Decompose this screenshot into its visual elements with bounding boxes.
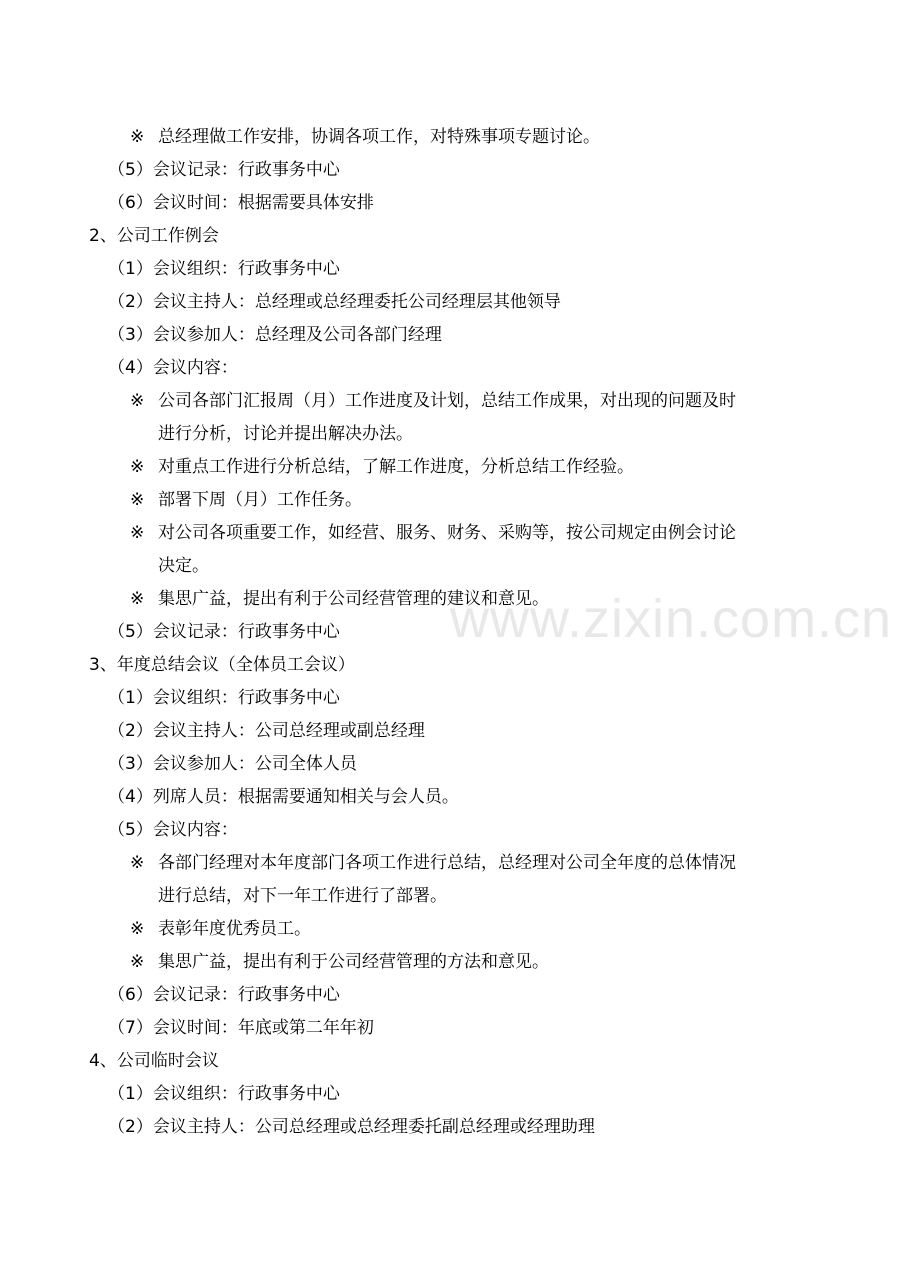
numbered-item [0, 682, 920, 715]
numbered-item [0, 748, 920, 781]
numbered-item [0, 814, 920, 847]
bullet-continuation [0, 880, 920, 913]
numbered-item [0, 1078, 920, 1111]
line-text: （2）会议主持人：公司总经理或总经理委托副总经理或经理助理 [108, 1117, 595, 1137]
line-text: （4）列席人员：根据需要通知相关与会人员。 [108, 787, 459, 807]
bullet-item [0, 484, 920, 517]
line-text: 进行分析，讨论并提出解决办法。 [158, 424, 413, 444]
numbered-item [0, 253, 920, 286]
line-text: 2、公司工作例会 [89, 226, 219, 246]
line-text: 进行总结，对下一年工作进行了部署。 [158, 886, 447, 906]
reference-mark-icon: ※ [130, 919, 145, 939]
bullet-item [0, 583, 920, 616]
numbered-item [0, 187, 920, 220]
line-text: （6）会议记录：行政事务中心 [108, 985, 340, 1005]
numbered-item [0, 154, 920, 187]
line-text: （1）会议组织：行政事务中心 [108, 259, 340, 279]
numbered-item [0, 715, 920, 748]
numbered-item [0, 1111, 920, 1144]
bullet-item [0, 121, 920, 154]
reference-mark-icon: ※ [130, 127, 145, 147]
line-text: 3、年度总结会议（全体员工会议） [89, 655, 355, 675]
line-text: 表彰年度优秀员工。 [158, 919, 311, 939]
line-text: 集思广益，提出有利于公司经营管理的建议和意见。 [158, 589, 549, 609]
line-text: 4、公司临时会议 [89, 1051, 219, 1071]
numbered-item [0, 781, 920, 814]
bullet-item [0, 946, 920, 979]
line-text: 集思广益，提出有利于公司经营管理的方法和意见。 [158, 952, 549, 972]
line-text: （6）会议时间：根据需要具体安排 [108, 193, 374, 213]
line-text: 各部门经理对本年度部门各项工作进行总结，总经理对公司全年度的总体情况 [158, 853, 736, 873]
numbered-item [0, 979, 920, 1012]
bullet-continuation [0, 418, 920, 451]
reference-mark-icon: ※ [130, 490, 145, 510]
reference-mark-icon: ※ [130, 952, 145, 972]
numbered-item [0, 352, 920, 385]
line-text: （1）会议组织：行政事务中心 [108, 688, 340, 708]
bullet-item [0, 385, 920, 418]
document-body [0, 121, 920, 1144]
bullet-item [0, 451, 920, 484]
reference-mark-icon: ※ [130, 853, 145, 873]
numbered-item [0, 616, 920, 649]
line-text: 公司各部门汇报周（月）工作进度及计划，总结工作成果，对出现的问题及时 [158, 391, 736, 411]
line-text: （2）会议主持人：公司总经理或副总经理 [108, 721, 425, 741]
line-text: （5）会议内容： [108, 820, 238, 840]
reference-mark-icon: ※ [130, 589, 145, 609]
numbered-item [0, 1012, 920, 1045]
line-text: （4）会议内容： [108, 358, 238, 378]
line-text: 对重点工作进行分析总结，了解工作进度，分析总结工作经验。 [158, 457, 634, 477]
numbered-item [0, 286, 920, 319]
line-text: （3）会议参加人：公司全体人员 [108, 754, 357, 774]
reference-mark-icon: ※ [130, 523, 145, 543]
bullet-item [0, 913, 920, 946]
line-text: （2）会议主持人：总经理或总经理委托公司经理层其他领导 [108, 292, 561, 312]
section-heading [0, 1045, 920, 1078]
section-heading [0, 220, 920, 253]
numbered-item [0, 319, 920, 352]
line-text: （1）会议组织：行政事务中心 [108, 1084, 340, 1104]
bullet-item [0, 847, 920, 880]
line-text: 部署下周（月）工作任务。 [158, 490, 362, 510]
reference-mark-icon: ※ [130, 391, 145, 411]
line-text: 总经理做工作安排，协调各项工作，对特殊事项专题讨论。 [158, 127, 600, 147]
line-text: （3）会议参加人：总经理及公司各部门经理 [108, 325, 442, 345]
bullet-item [0, 517, 920, 550]
line-text: 对公司各项重要工作，如经营、服务、财务、采购等，按公司规定由例会讨论 [158, 523, 736, 543]
reference-mark-icon: ※ [130, 457, 145, 477]
line-text: （7）会议时间：年底或第二年年初 [108, 1018, 374, 1038]
bullet-continuation [0, 550, 920, 583]
watermark: www.zixin.com.cn [450, 589, 893, 649]
line-text: （5）会议记录：行政事务中心 [108, 622, 340, 642]
line-text: 决定。 [158, 556, 209, 576]
section-heading [0, 649, 920, 682]
line-text: （5）会议记录：行政事务中心 [108, 160, 340, 180]
